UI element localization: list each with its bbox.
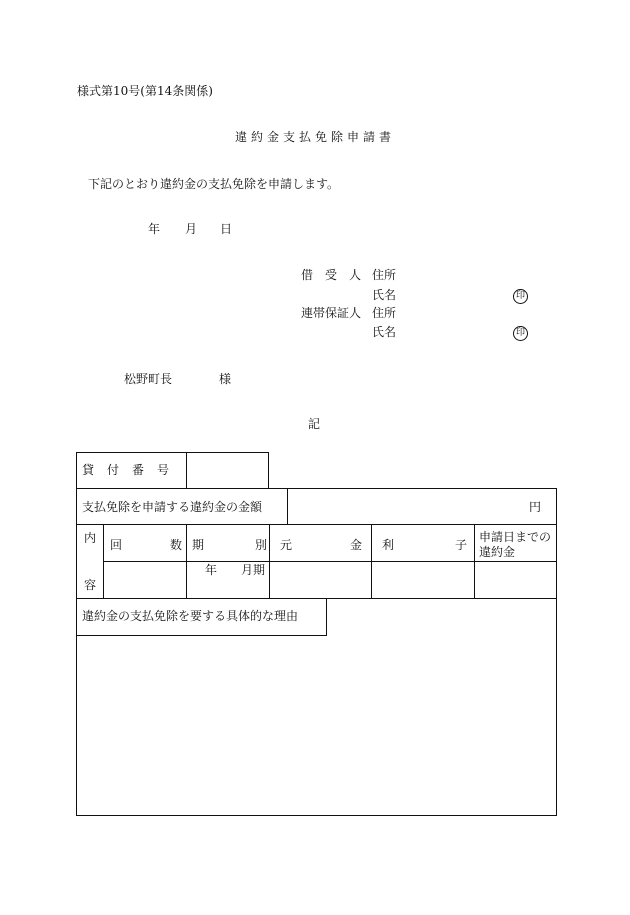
divider bbox=[76, 598, 557, 599]
col-penalty-line2: 違約金 bbox=[479, 545, 516, 559]
ki-mark: 記 bbox=[308, 417, 321, 431]
divider bbox=[76, 524, 557, 525]
count-field[interactable] bbox=[104, 562, 186, 598]
col-interest-left: 利 bbox=[382, 538, 395, 552]
principal-field[interactable] bbox=[270, 562, 371, 598]
loan-number-field[interactable] bbox=[187, 453, 267, 488]
borrower-address-label: 住所 bbox=[372, 268, 397, 282]
date-day: 日 bbox=[220, 222, 233, 236]
amount-unit: 円 bbox=[529, 500, 542, 514]
col-principal-left: 元 bbox=[280, 538, 293, 552]
reason-field[interactable] bbox=[77, 636, 556, 815]
form-number: 様式第10号(第14条関係) bbox=[77, 84, 213, 98]
guarantor-seal bbox=[513, 324, 528, 341]
col-count-left: 回 bbox=[110, 538, 123, 552]
borrower-seal bbox=[513, 287, 528, 304]
addressee-name: 松野町長 bbox=[124, 372, 173, 386]
content-label-bottom: 容 bbox=[84, 578, 97, 592]
amount-label: 支払免除を申請する違約金の金額 bbox=[82, 500, 263, 514]
intro-text: 下記のとおり違約金の支払免除を申請します。 bbox=[88, 177, 340, 191]
divider bbox=[326, 598, 327, 635]
seal-mark: 印 bbox=[513, 289, 528, 304]
col-period-left: 期 bbox=[192, 538, 205, 552]
content-label-top: 内 bbox=[84, 531, 97, 545]
guarantor-address-label: 住所 bbox=[372, 306, 397, 320]
col-interest-right: 子 bbox=[455, 538, 468, 552]
addressee-honorific: 様 bbox=[219, 372, 232, 386]
col-principal-right: 金 bbox=[350, 538, 363, 552]
divider bbox=[186, 524, 187, 598]
interest-field[interactable] bbox=[372, 562, 474, 598]
seal-mark: 印 bbox=[513, 326, 528, 341]
date-month: 月 bbox=[185, 222, 198, 236]
period-value: 年 月期 bbox=[205, 563, 266, 577]
reason-label: 違約金の支払免除を要する具体的な理由 bbox=[82, 609, 299, 623]
guarantor-name-label: 氏名 bbox=[372, 325, 397, 339]
amount-field[interactable] bbox=[288, 489, 556, 524]
col-count-right: 数 bbox=[170, 538, 183, 552]
guarantor-label: 連帯保証人 bbox=[301, 306, 362, 320]
col-penalty-line1: 申請日までの bbox=[479, 530, 552, 544]
page-title: 違約金支払免除申請書 bbox=[234, 130, 395, 144]
borrower-name-label: 氏名 bbox=[372, 288, 397, 302]
col-period-right: 別 bbox=[255, 538, 268, 552]
date-year: 年 bbox=[148, 222, 161, 236]
borrower-label: 借受人 bbox=[301, 268, 374, 282]
loan-number-label: 貸付番号 bbox=[82, 463, 183, 477]
penalty-field[interactable] bbox=[475, 562, 556, 598]
